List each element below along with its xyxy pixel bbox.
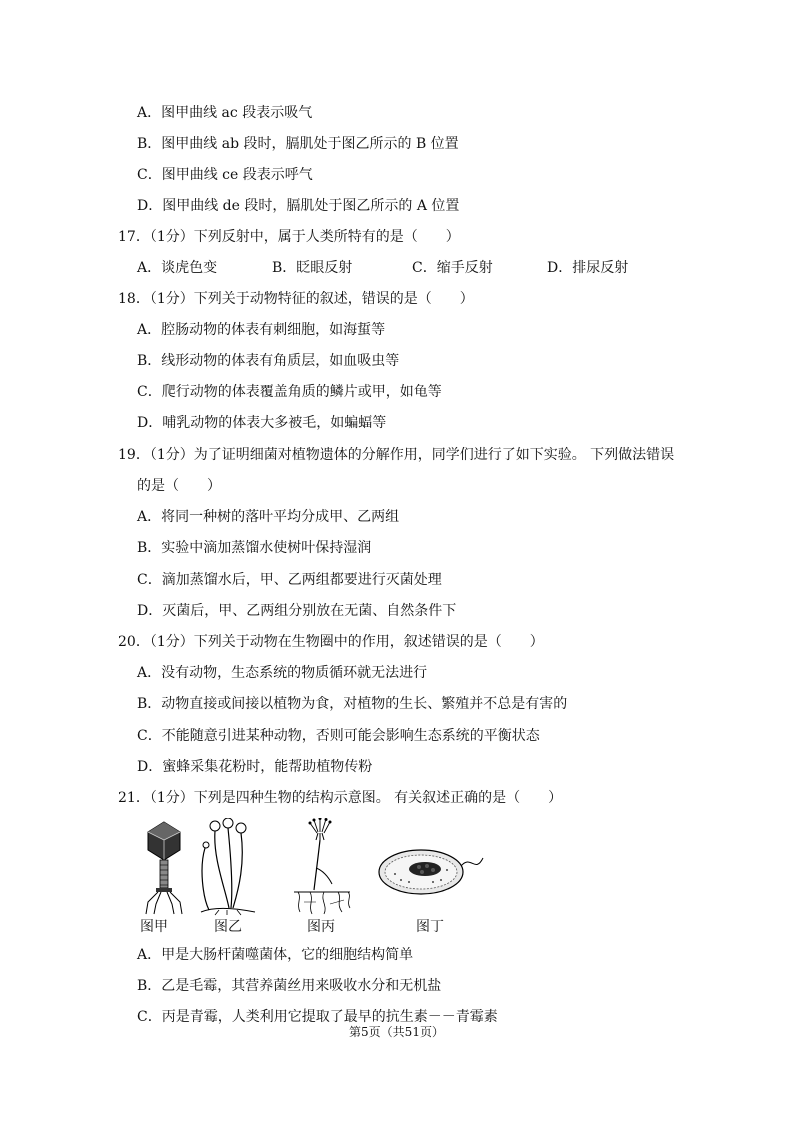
figure-caption-bing: 图丙 [307,919,335,935]
q19-stem: 19．（1分）为了证明细菌对植物遗体的分解作用，同学们进行了如下实验。 下列做法错误 [118,447,675,463]
q19-option-c: C．滴加蒸馏水后，甲、乙两组都要进行灭菌处理 [137,572,442,588]
q18-option-c: C．爬行动物的体表覆盖角质的鳞片或甲，如龟等 [137,384,442,400]
q18-option-d: D．哺乳动物的体表大多被毛，如蝙蝠等 [137,415,387,431]
page-number-footer: 第5页（共51页） [349,1025,444,1039]
q16-option-c: C．图甲曲线 ce 段表示呼气 [137,167,313,183]
q17-stem: 17．（1分）下列反射中，属于人类所特有的是（ ） [118,229,460,245]
bacterium-illustration [375,844,485,902]
q18-stem: 18．（1分）下列关于动物特征的叙述，错误的是（ ） [118,291,474,307]
q17-option-b: B．眨眼反射 [272,260,353,276]
q17-option-c: C．缩手反射 [412,260,493,276]
q21-option-c: C．丙是青霉，人类利用它提取了最早的抗生素－－青霉素 [137,1009,498,1025]
figure-caption-yi: 图乙 [214,919,242,935]
mucor-illustration [195,818,265,916]
q21-option-a: A．甲是大肠杆菌噬菌体，它的细胞结构简单 [137,947,414,963]
q17-option-a: A．谈虎色变 [137,260,218,276]
q19-option-b: B．实验中滴加蒸馏水使树叶保持湿润 [137,540,372,556]
q20-option-d: D．蜜蜂采集花粉时，能帮助植物传粉 [137,759,373,775]
q16-option-a: A．图甲曲线 ac 段表示吸气 [137,105,313,121]
q16-option-d: D．图甲曲线 de 段时，膈肌处于图乙所示的 A 位置 [137,198,460,214]
q18-option-a: A．腔肠动物的体表有刺细胞，如海蜇等 [137,322,386,338]
q17-option-d: D．排尿反射 [547,260,629,276]
bacteriophage-illustration [140,820,188,916]
q19-option-d: D．灭菌后，甲、乙两组分别放在无菌、自然条件下 [137,603,457,619]
q16-option-b: B．图甲曲线 ab 段时，膈肌处于图乙所示的 B 位置 [137,136,459,152]
figure-caption-ding: 图丁 [416,919,444,935]
q20-option-c: C．不能随意引进某种动物，否则可能会影响生态系统的平衡状态 [137,728,540,744]
q20-option-b: B．动物直接或间接以植物为食，对植物的生长、繁殖并不总是有害的 [137,696,568,712]
q21-stem: 21．（1分）下列是四种生物的结构示意图。 有关叙述正确的是（ ） [118,790,563,806]
q17-options [137,259,657,277]
q19-option-a: A．将同一种树的落叶平均分成甲、乙两组 [137,509,400,525]
q20-stem: 20．（1分）下列关于动物在生物圈中的作用，叙述错误的是（ ） [118,634,544,650]
penicillium-illustration [290,818,360,916]
q19-stem-continued: 的是（ ） [137,478,221,494]
q21-figure [140,818,500,938]
q21-option-b: B．乙是毛霉，其营养菌丝用来吸收水分和无机盐 [137,978,442,994]
q20-option-a: A．没有动物，生态系统的物质循环就无法进行 [137,665,428,681]
figure-caption-jia: 图甲 [140,919,168,935]
q18-option-b: B．线形动物的体表有角质层，如血吸虫等 [137,353,400,369]
